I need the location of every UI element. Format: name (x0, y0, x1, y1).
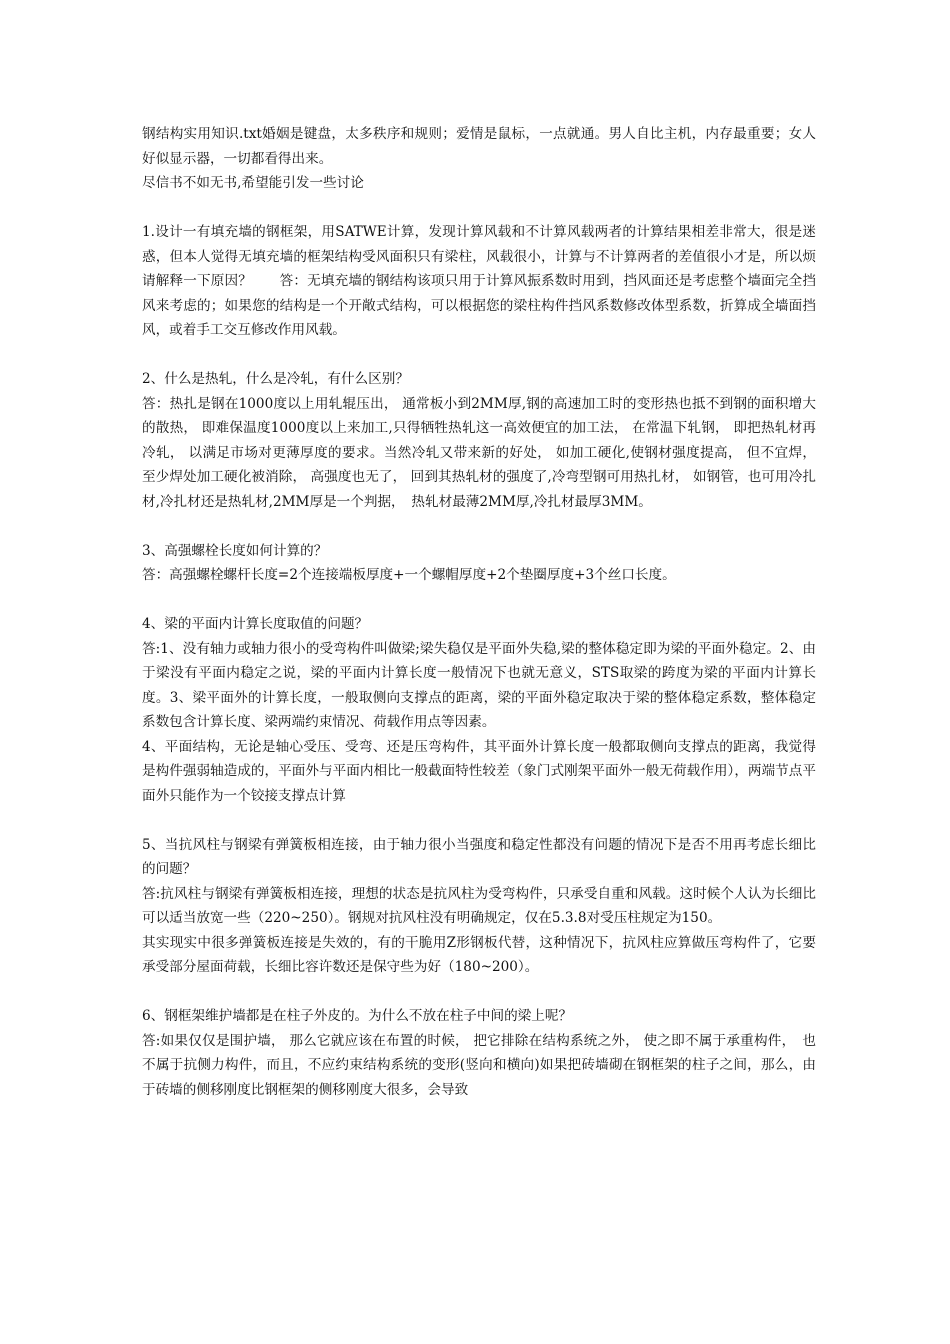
question-2-answer: 答：热扎是钢在1000度以上用轧辊压出， 通常板小到2MM厚,钢的高速加工时的变形热也抵不到钢的面积增大的散热， 即难保温度1000度以上来加工,只得牺牲热轧这一高效便宜的加工法， 在常温下轧钢， 即把热轧材再冷轧， 以满足市场对更薄厚度的要求。当然冷轧又带来新的好处， 如加工硬化,使钢材强度提高， 但不宜焊， 至少焊处加工硬化被消除， 高强度也无了， 回到其热轧材的强度了,冷弯型钢可用热扎材， 如钢管，也可用冷扎材,冷扎材还是热轧材,2MM厚是一个判据， 热轧材最薄2MM厚,冷扎材最厚3MM。 (142, 395, 816, 510)
question-3-answer: 答：高强螺栓螺杆长度=2个连接端板厚度+一个螺帽厚度+2个垫圈厚度+3个丝口长度。 (142, 567, 676, 583)
paragraph-gap (142, 514, 816, 539)
question-3-title: 3、高强螺栓长度如何计算的？ (142, 542, 328, 559)
question-5-title: 5、当抗风柱与钢梁有弹簧板相连接，由于轴力很小当强度和稳定性都没有问题的情况下是否不用再考虑长细比的问题？ (142, 836, 816, 877)
paragraph-gap (142, 343, 816, 368)
intro-paragraph: 钢结构实用知识.txt婚姻是键盘，太多秩序和规则；爱情是鼠标，一点就通。男人自比主机，内存最重要；女人好似显示器，一切都看得出来。 (142, 126, 816, 167)
question-6-answer: 答:如果仅仅是围护墙， 那么它就应该在布置的时候， 把它排除在结构系统之外， 使之即不属于承重构件， 也不属于抗侧力构件，而且，不应约束结构系统的变形(竖向和横向)如果把砖墙砌在钢框架的柱子之间，那么，由于砖墙的侧移刚度比钢框架的侧移刚度大很多，会导致 (142, 1032, 816, 1098)
paragraph-gap (142, 588, 816, 613)
question-4-answer-continued: 4、平面结构，无论是轴心受压、受弯、还是压弯构件，其平面外计算长度一般都取侧向支撑点的距离，我觉得是构件强弱轴造成的，平面外与平面内相比一般截面特性较差（象门式刚架平面外一般无荷载作用），两端节点平面外只能作为一个铰接支撑点计算 (142, 738, 816, 804)
question-4-answer: 答:1、没有轴力或轴力很小的受弯构件叫做梁;梁失稳仅是平面外失稳,梁的整体稳定即为梁的平面外稳定。2、由于梁没有平面内稳定之说，梁的平面内计算长度一般情况下也就无意义，STS取梁的跨度为梁的平面内计算长度。3、梁平面外的计算长度，一般取侧向支撑点的距离，梁的平面外稳定取决于梁的整体稳定系数，整体稳定系数包含计算长度、梁两端约束情况、荷载作用点等因素。 (142, 640, 816, 730)
paragraph-gap (142, 808, 816, 833)
question-1-paragraph: 1.设计一有填充墙的钢框架，用SATWE计算，发现计算风载和不计算风载两者的计算结果相差非常大，很是迷惑，但本人觉得无填充墙的框架结构受风面积只有梁柱，风载很小，计算与不计算两者的差值很小才是，所以烦请解释一下原因？ 答：无填充墙的钢结构该项只用于计算风振系数时用到，挡风面还是考虑整个墙面完全挡风来考虑的；如果您的结构是一个开敞式结构，可以根据您的梁柱构件挡风系数修改体型系数，折算成全墙面挡风，或着手工交互修改作用风载。 (142, 224, 816, 338)
question-4-title: 4、梁的平面内计算长度取值的问题？ (142, 616, 369, 632)
document-body (142, 122, 816, 1102)
question-2-title: 2、什么是热轧，什么是冷轧，有什么区别？ (142, 371, 409, 387)
paragraph-gap (142, 196, 816, 221)
paragraph-gap (142, 980, 816, 1005)
question-6-title: 6、钢框架维护墙都是在柱子外皮的。为什么不放在柱子中间的梁上呢？ (142, 1008, 573, 1024)
question-5-answer: 答:抗风柱与钢梁有弹簧板相连接，理想的状态是抗风柱为受弯构件，只承受自重和风载。这时候个人认为长细比可以适当放宽一些（220~250）。钢规对抗风柱没有明确规定，仅在5.3.8对受压柱规定为150。 (142, 885, 816, 926)
intro-subline: 尽信书不如无书,希望能引发一些讨论 (142, 175, 364, 191)
question-5-answer-continued: 其实现实中很多弹簧板连接是失效的，有的干脆用Z形钢板代替，这种情况下，抗风柱应算做压弯构件了，它要承受部分屋面荷载，长细比容许数还是保守些为好（180~200）。 (142, 934, 816, 975)
